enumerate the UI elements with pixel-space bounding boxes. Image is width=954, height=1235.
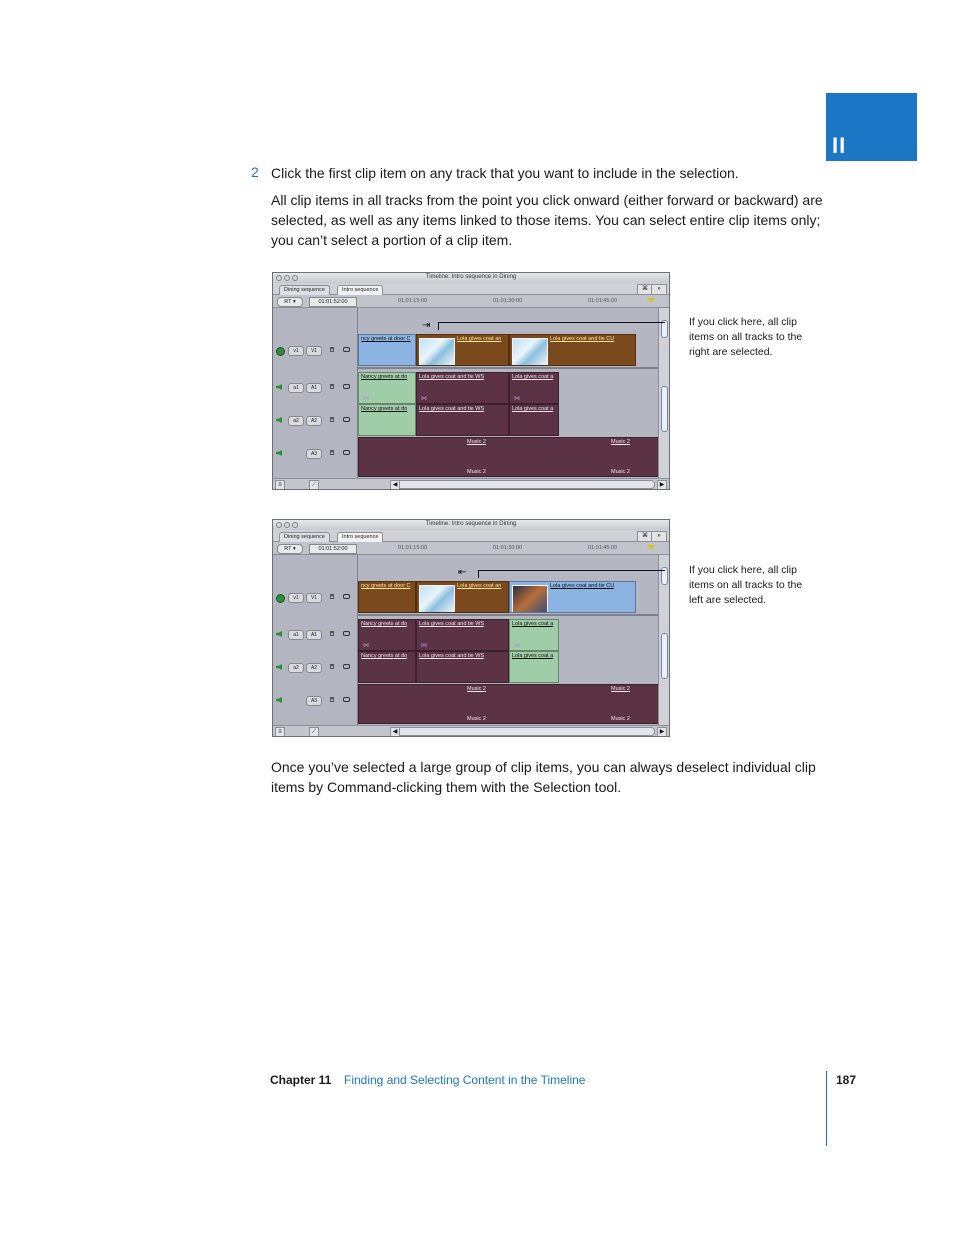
clip-a3-music[interactable] xyxy=(358,437,660,477)
clip-label: Music 2 xyxy=(611,686,630,692)
timeline-tracks[interactable] xyxy=(358,555,660,725)
link-marker-icon: ⋈ xyxy=(514,643,519,649)
speaker-icon[interactable] xyxy=(276,664,282,670)
auto-select-icon[interactable] xyxy=(343,664,350,669)
speaker-icon[interactable] xyxy=(276,384,282,390)
playhead-icon[interactable] xyxy=(647,298,655,303)
clip-v1-lola-cu[interactable] xyxy=(509,581,636,613)
dest-patch-a1[interactable]: A1 xyxy=(306,630,322,640)
clip-thumbnail xyxy=(512,585,548,613)
horizontal-scrollbar[interactable] xyxy=(391,727,655,736)
auto-select-icon[interactable] xyxy=(343,417,350,422)
clip-label: Lola gives coat a xyxy=(512,621,554,627)
timecode-field[interactable]: 01:01:52:00 xyxy=(309,544,357,554)
dest-patch-a3[interactable]: A3 xyxy=(306,696,322,706)
dest-patch-v1[interactable]: V1 xyxy=(306,593,322,603)
video-audio-divider xyxy=(358,614,660,616)
speaker-icon[interactable] xyxy=(276,697,282,703)
speaker-icon[interactable] xyxy=(276,450,282,456)
clip-a2-lola-ws[interactable] xyxy=(416,651,509,683)
clip-label: Music 2 xyxy=(611,469,630,475)
scroll-thumb-lower[interactable] xyxy=(661,633,668,679)
link-marker-icon: ⋈ xyxy=(421,396,426,402)
auto-select-icon[interactable] xyxy=(343,697,350,702)
clip-thumbnail xyxy=(419,338,455,366)
tab-intro-sequence[interactable]: Intro sequence xyxy=(337,285,383,295)
window-title: Timeline: Intro sequence in Dining xyxy=(425,521,517,527)
figure1-callout: If you click here, all clip items on all tracks to the right are selected. xyxy=(689,316,803,358)
lock-icon[interactable] xyxy=(330,384,334,389)
clip-label: Nancy greets at do xyxy=(361,374,408,380)
clip-label: ncy greets at door C xyxy=(361,583,411,589)
clip-a2-lola-ws[interactable] xyxy=(416,404,509,436)
clip-v1-lola-cu[interactable] xyxy=(509,334,636,366)
timeline-bottom-bar xyxy=(273,478,669,489)
clip-label: Music 2 xyxy=(611,439,630,445)
footer-title: Finding and Selecting Content in the Timeline xyxy=(344,1073,586,1087)
track-visibility-icon[interactable] xyxy=(276,347,285,356)
clip-a2-nancy[interactable] xyxy=(358,404,416,436)
ruler-tick: 01:01:45:00 xyxy=(588,545,618,551)
lock-icon[interactable] xyxy=(330,417,334,422)
clip-label: Music 2 xyxy=(467,439,486,445)
source-patch-a2[interactable]: a2 xyxy=(288,663,304,673)
scroll-right-icon[interactable]: ▶ xyxy=(657,727,667,737)
callout-leader xyxy=(478,570,665,571)
auto-select-icon[interactable] xyxy=(343,450,350,455)
lock-icon[interactable] xyxy=(330,594,334,599)
window-titlebar xyxy=(273,520,669,530)
snapping-icon[interactable]: ⌘ xyxy=(637,531,653,542)
source-patch-a2[interactable]: a2 xyxy=(288,416,304,426)
part-tab xyxy=(826,93,917,161)
clip-a2-lola-cu[interactable] xyxy=(509,651,559,683)
tab-intro-sequence[interactable]: Intro sequence xyxy=(337,532,383,542)
clip-v1-nancy[interactable] xyxy=(358,581,416,613)
timeline-figure-2 xyxy=(272,519,670,737)
link-marker-icon: ⋈ xyxy=(421,643,426,649)
dest-patch-a2[interactable]: A2 xyxy=(306,663,322,673)
clip-label: Music 2 xyxy=(467,686,486,692)
clip-label: Music 2 xyxy=(611,716,630,722)
body-paragraph-1: All clip items in all tracks from the point you click onward (either forward or backward) are selected, as well as any items linked to those items. You can select entire clip items only; you can’t select a portion of a clip item. xyxy=(271,192,823,248)
clip-a1-nancy[interactable] xyxy=(358,619,416,651)
body-paragraph-2: Once you’ve selected a large group of clip items, you can always deselect individual clip items by Command-clicking them with the Selection tool. xyxy=(271,759,816,795)
link-marker-icon: ⋈ xyxy=(363,396,368,402)
clip-overlays-icon[interactable]: ⟋ xyxy=(309,480,319,490)
rt-menu[interactable]: RT ▾ xyxy=(277,544,303,554)
clip-label: Lola gives coat a xyxy=(512,653,554,659)
clip-label: Lola gives coat and tie WS xyxy=(419,406,485,412)
playhead-icon[interactable] xyxy=(647,545,655,550)
lock-icon[interactable] xyxy=(330,631,334,636)
clip-v1-lola-ws[interactable] xyxy=(416,581,509,613)
link-marker-icon: ⋈ xyxy=(514,396,519,402)
video-audio-divider xyxy=(358,367,660,369)
vertical-scrollbar[interactable] xyxy=(658,555,669,725)
scroll-left-icon[interactable]: ◀ xyxy=(390,727,400,737)
clip-thumbnail xyxy=(419,585,455,613)
clip-label: Lola gives coat an xyxy=(457,583,502,589)
sequence-tabs xyxy=(273,283,669,295)
source-patch-a1[interactable]: a1 xyxy=(288,383,304,393)
snapping-icon[interactable]: ⌘ xyxy=(637,284,653,295)
source-patch-a1[interactable]: a1 xyxy=(288,630,304,640)
track-visibility-icon[interactable] xyxy=(276,594,285,603)
scroll-left-icon[interactable]: ◀ xyxy=(390,480,400,490)
callout-leader xyxy=(438,322,439,330)
step-text: Click the first clip item on any track that you want to include in the selection. xyxy=(271,165,739,181)
clip-label: Lola gives coat and tie WS xyxy=(419,374,485,380)
clip-label: Lola gives coat an xyxy=(457,336,502,342)
horizontal-scrollbar[interactable] xyxy=(391,480,655,489)
auto-select-icon[interactable] xyxy=(343,384,350,389)
timeline-tracks[interactable] xyxy=(358,308,660,478)
lock-icon[interactable] xyxy=(330,664,334,669)
auto-select-icon[interactable] xyxy=(343,631,350,636)
track-headers xyxy=(273,555,358,725)
part-tab-label: II xyxy=(832,133,847,158)
speaker-icon[interactable] xyxy=(276,631,282,637)
ruler-tick: 01:01:30:00 xyxy=(493,298,523,304)
tab-dining-sequence[interactable]: Dining sequence xyxy=(279,285,330,295)
lock-icon[interactable] xyxy=(330,347,334,352)
dest-patch-v1[interactable]: V1 xyxy=(306,346,322,356)
clip-label: Lola gives coat a xyxy=(512,406,554,412)
link-marker-icon: ⋈ xyxy=(363,643,368,649)
clip-a2-nancy[interactable] xyxy=(358,651,416,683)
timecode-field[interactable]: 01:01:52:00 xyxy=(309,297,357,307)
scroll-right-icon[interactable]: ▶ xyxy=(657,480,667,490)
lock-icon[interactable] xyxy=(330,450,334,455)
source-patch-v1[interactable]: v1 xyxy=(288,346,304,356)
ruler-tick: 01:01:30:00 xyxy=(493,545,523,551)
timeline-figure-1 xyxy=(272,272,670,490)
dest-patch-a3[interactable]: A3 xyxy=(306,449,322,459)
ruler-tick: 01:01:45:00 xyxy=(588,298,618,304)
timeline-bottom-bar xyxy=(273,725,669,736)
rt-menu[interactable]: RT ▾ xyxy=(277,297,303,307)
footer-chapter: Chapter 11 xyxy=(270,1073,332,1087)
clip-a2-lola-cu[interactable] xyxy=(509,404,559,436)
vertical-scrollbar[interactable] xyxy=(658,308,669,478)
ruler-tick: 01:01:15:00 xyxy=(398,298,428,304)
dest-patch-a2[interactable]: A2 xyxy=(306,416,322,426)
clip-label: Nancy greets at do xyxy=(361,653,408,659)
window-title: Timeline: Intro sequence in Dining xyxy=(425,274,517,280)
clip-label: Music 2 xyxy=(467,716,486,722)
callout-leader xyxy=(478,570,479,578)
zoom-slider-icon[interactable]: ≡ xyxy=(275,480,285,490)
step-number: 2 xyxy=(251,164,259,180)
clip-label: Lola gives coat and tie WS xyxy=(419,653,485,659)
tab-dining-sequence[interactable]: Dining sequence xyxy=(279,532,330,542)
clip-thumbnail xyxy=(512,338,548,366)
clip-label: ncy greets at door C xyxy=(361,336,411,342)
clip-label: Nancy greets at do xyxy=(361,621,408,627)
track-headers xyxy=(273,308,358,478)
sequence-tabs xyxy=(273,530,669,542)
clip-label: Nancy greets at do xyxy=(361,406,408,412)
clip-label: Lola gives coat and tie WS xyxy=(419,621,485,627)
select-forward-cursor-icon: ⇥ xyxy=(422,320,431,331)
clip-a3-music[interactable] xyxy=(358,684,660,724)
ruler-tick: 01:01:15:00 xyxy=(398,545,428,551)
speaker-icon[interactable] xyxy=(276,417,282,423)
clip-v1-nancy[interactable] xyxy=(358,334,416,366)
clip-label: Music 2 xyxy=(467,469,486,475)
dest-patch-a1[interactable]: A1 xyxy=(306,383,322,393)
zoom-slider-icon[interactable]: ≡ xyxy=(275,727,285,737)
expand-icon[interactable]: » xyxy=(651,531,667,542)
scroll-thumb-lower[interactable] xyxy=(661,386,668,432)
lock-icon[interactable] xyxy=(330,697,334,702)
clip-label: Lola gives coat and tie CU xyxy=(550,583,615,589)
auto-select-icon[interactable] xyxy=(343,347,350,352)
footer-divider xyxy=(826,1071,827,1146)
timeline-ruler[interactable] xyxy=(273,542,669,555)
clip-label: Lola gives coat a xyxy=(512,374,554,380)
clip-a1-nancy[interactable] xyxy=(358,372,416,404)
clip-a1-lola-cu[interactable] xyxy=(509,372,559,404)
clip-a1-lola-cu[interactable] xyxy=(509,619,559,651)
clip-v1-lola-ws[interactable] xyxy=(416,334,509,366)
clip-a1-lola-ws[interactable] xyxy=(416,372,509,404)
page-number: 187 xyxy=(836,1073,857,1087)
source-patch-v1[interactable]: v1 xyxy=(288,593,304,603)
auto-select-icon[interactable] xyxy=(343,594,350,599)
timeline-ruler[interactable] xyxy=(273,295,669,308)
clip-a1-lola-ws[interactable] xyxy=(416,619,509,651)
callout-leader xyxy=(438,322,665,323)
window-titlebar xyxy=(273,273,669,283)
figure2-callout: If you click here, all clip items on all tracks to the left are selected. xyxy=(689,564,803,606)
clip-label: Lola gives coat and tie CU xyxy=(550,336,615,342)
clip-overlays-icon[interactable]: ⟋ xyxy=(309,727,319,737)
select-backward-cursor-icon: ⇤ xyxy=(458,567,467,578)
expand-icon[interactable]: » xyxy=(651,284,667,295)
